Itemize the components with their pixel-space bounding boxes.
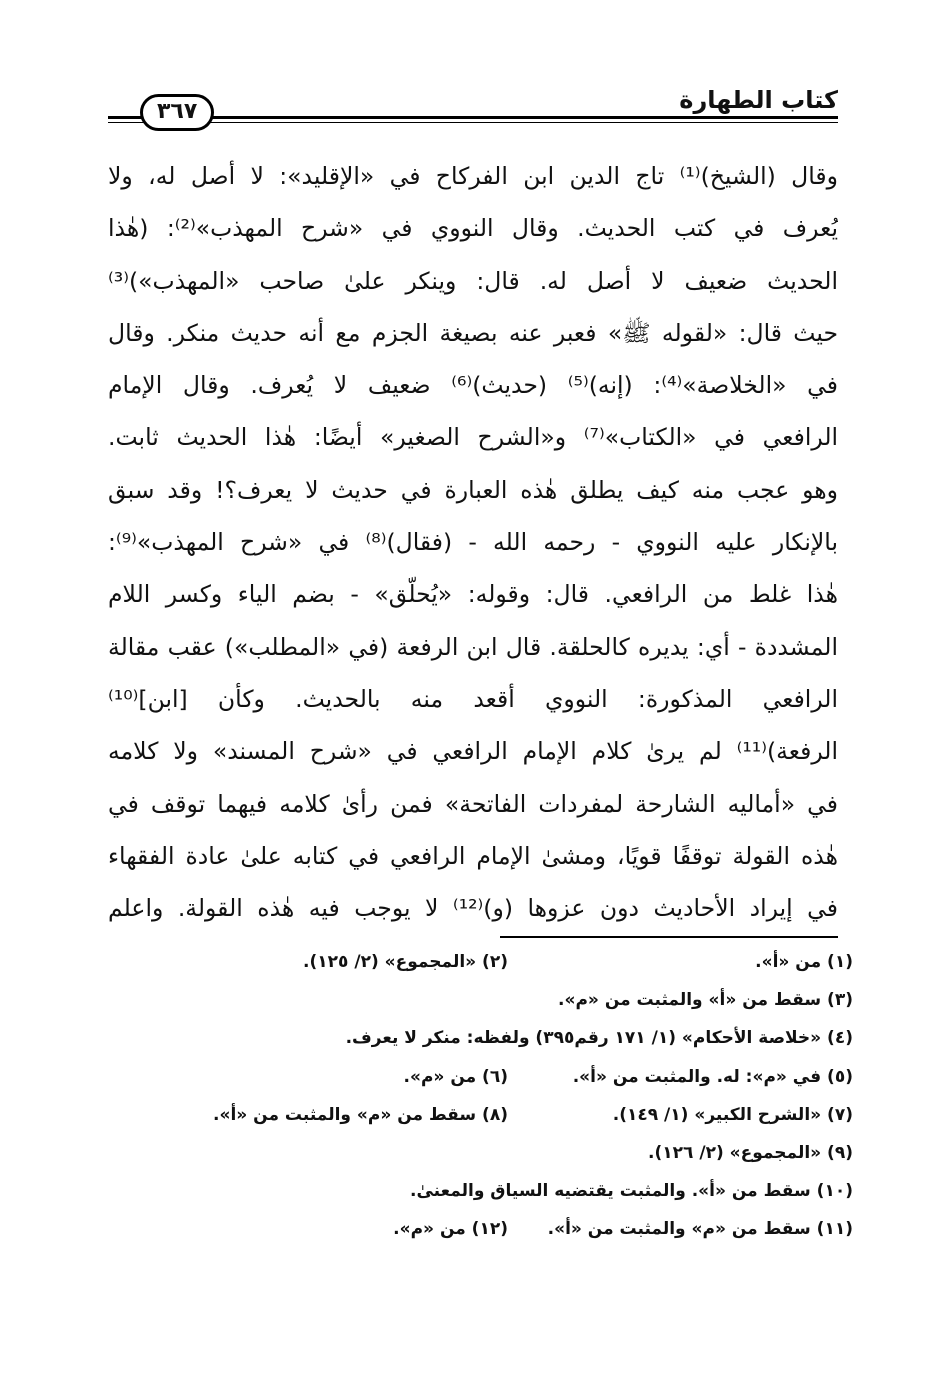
footnote-12: (١٢) من «م». [393, 1219, 508, 1240]
text-line: الرافعي المذكورة: النووي أقعد منه بالحديث. وكأن [ابن]⁽¹⁰⁾ [108, 684, 838, 713]
text-line: الرافعي في «الكتاب»⁽⁷⁾ و«الشرح الصغير» أيضًا: هٰذا الحديث ثابت. [108, 423, 838, 452]
chapter-title: كتاب الطهارة [679, 86, 838, 114]
text-line: في «أماليه الشارحة لمفردات الفاتحة» فمن رأىٰ كلامه فيهما توقف في [108, 789, 838, 818]
page-header [108, 78, 838, 130]
text-line: المشددة - أي: يديره كالحلقة. قال ابن الرفعة (في «المطلب») عقب مقالة [108, 632, 838, 661]
text-line: بالإنكار عليه النووي - رحمه الله - (فقال)⁽⁸⁾ في «شرح المهذب»⁽⁹⁾: [108, 528, 838, 557]
footnote-row [108, 981, 853, 1019]
text-line: في «الخلاصة»⁽⁴⁾: (إنه)⁽⁵⁾ (حديث)⁽⁶⁾ ضعيف لا يُعرف. وقال الإمام [108, 371, 838, 400]
footnote-9: (٩) «المجموع» (٢/ ١٢٦). [648, 1142, 853, 1163]
text-line: الحديث ضعيف لا أصل له. قال: وينكر علىٰ صاحب «المهذب»)⁽³⁾ [108, 266, 838, 295]
footnote-10: (١٠) سقط من «أ». والمثبت يقتضيه السياق والمعنىٰ. [410, 1181, 853, 1202]
footnote-8: (٨) سقط من «م» والمثبت من «أ». [213, 1104, 508, 1125]
text-line: الرفعة)⁽¹¹⁾ لم يرىٰ كلام الإمام الرافعي في «شرح المسند» ولا كلامه [108, 737, 838, 766]
page-number: ٣٦٧ [140, 94, 214, 131]
text-line: وقال (الشيخ)⁽¹⁾ تاج الدين ابن الفركاح في «الإقليد»: لا أصل له، ولا [108, 162, 838, 190]
text-line: يُعرف في كتب الحديث. وقال النووي في «شرح المهذب»⁽²⁾: (هٰذا [108, 214, 838, 243]
footnote-11: (١١) سقط من «م» والمثبت من «أ». [547, 1219, 853, 1240]
footnotes [108, 943, 853, 1249]
footnote-5: (٥) في «م»: له. والمثبت من «أ». [572, 1066, 853, 1087]
footnote-7: (٧) «الشرح الكبير» (١/ ١٤٩). [612, 1104, 853, 1125]
footnote-row [108, 1134, 853, 1172]
footnote-4: (٤) «خلاصة الأحكام» (١/ ١٧١ رقم٣٩٥) ولفظه: منكر لا يعرف. [345, 1028, 853, 1049]
footnote-2: (٢) «المجموع» (٢/ ١٢٥). [303, 952, 508, 972]
header-rule-thin [108, 122, 838, 123]
footnote-row [108, 1019, 853, 1057]
footnote-row [108, 1096, 853, 1134]
footnote-row [108, 1172, 853, 1210]
footnote-row [108, 943, 853, 981]
header-rule-thick [108, 116, 838, 119]
footnote-row [108, 1058, 853, 1096]
text-line: هٰذا غلط من الرافعي. قال: وقوله: «يُحلّق» - بضم الياء وكسر اللام [108, 580, 838, 609]
footnote-3: (٣) سقط من «أ» والمثبت من «م». [558, 990, 853, 1011]
footnote-6: (٦) من «م». [403, 1066, 508, 1087]
footnote-1: (١) من «أ». [755, 952, 853, 972]
footnote-separator [500, 936, 838, 938]
text-line: حيث قال: «لقوله ﷺ» فعبر عنه بصيغة الجزم مع أنه حديث منكر. وقال [108, 318, 838, 347]
text-line: وهو عجب منه كيف يطلق هٰذه العبارة في حديث لا يعرف؟! وقد سبق [108, 475, 838, 504]
text-line: في إيراد الأحاديث دون عزوها (و)⁽¹²⁾ لا يوجب فيه هٰذه القولة. واعلم [108, 894, 838, 923]
text-line: هٰذه القولة توقفًا قويًا، ومشىٰ الإمام الرافعي في كتابه علىٰ عادة الفقهاء [108, 841, 838, 870]
main-text [108, 150, 838, 934]
footnote-row [108, 1210, 853, 1248]
